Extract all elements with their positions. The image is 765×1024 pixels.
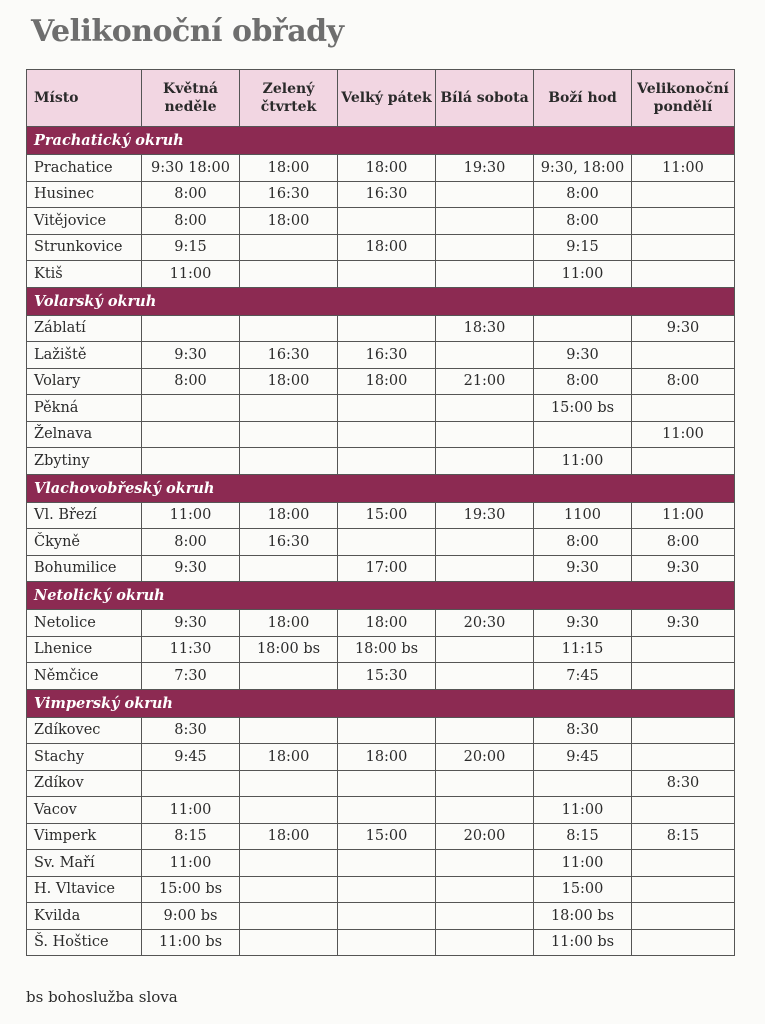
table-row: [27, 636, 735, 663]
time-cell: [436, 797, 534, 824]
time-cell: 9:30: [142, 342, 240, 369]
table-row: [27, 261, 735, 288]
place-name-cell: H. Vltavice: [27, 876, 142, 903]
time-cell: [142, 421, 240, 448]
time-cell: [240, 555, 338, 582]
table-row: [27, 823, 735, 850]
place-name-cell: Vimperk: [27, 823, 142, 850]
table-row: [27, 929, 735, 956]
time-cell: [436, 663, 534, 690]
column-header-easter-sunday: Boží hod: [534, 70, 632, 127]
time-cell: 11:30: [142, 636, 240, 663]
time-cell: 20:00: [436, 744, 534, 771]
table-row: [27, 876, 735, 903]
time-cell: 8:00: [534, 181, 632, 208]
time-cell: [534, 315, 632, 342]
time-cell: [632, 181, 735, 208]
time-cell: 18:00: [338, 744, 436, 771]
time-cell: 11:00: [534, 261, 632, 288]
time-cell: 8:00: [632, 368, 735, 395]
table-row: [27, 610, 735, 637]
time-cell: [142, 770, 240, 797]
time-cell: [632, 929, 735, 956]
time-cell: 11:00: [632, 421, 735, 448]
time-cell: [436, 261, 534, 288]
time-cell: 11:00: [142, 850, 240, 877]
time-cell: [632, 717, 735, 744]
time-cell: [632, 744, 735, 771]
table-row: [27, 208, 735, 235]
time-cell: [338, 717, 436, 744]
section-title: Prachatický okruh: [27, 127, 735, 155]
time-cell: 18:00 bs: [240, 636, 338, 663]
place-name-cell: Volary: [27, 368, 142, 395]
time-cell: [338, 797, 436, 824]
time-cell: [240, 717, 338, 744]
place-name-cell: Čkyně: [27, 529, 142, 556]
time-cell: [436, 929, 534, 956]
time-cell: 11:00: [632, 502, 735, 529]
time-cell: 18:00: [338, 155, 436, 182]
time-cell: 8:00: [142, 208, 240, 235]
time-cell: [240, 770, 338, 797]
time-cell: [436, 421, 534, 448]
time-cell: 9:00 bs: [142, 903, 240, 930]
time-cell: 11:00: [534, 850, 632, 877]
time-cell: 9:30: [534, 555, 632, 582]
time-cell: 18:00 bs: [338, 636, 436, 663]
time-cell: [632, 903, 735, 930]
time-cell: [240, 315, 338, 342]
time-cell: 16:30: [338, 181, 436, 208]
time-cell: 15:00 bs: [142, 876, 240, 903]
time-cell: 9:30: [142, 610, 240, 637]
table-row: [27, 744, 735, 771]
time-cell: 18:00: [240, 208, 338, 235]
place-name-cell: Pěkná: [27, 395, 142, 422]
table-row: [27, 770, 735, 797]
time-cell: [436, 770, 534, 797]
time-cell: 16:30: [240, 529, 338, 556]
time-cell: [632, 663, 735, 690]
time-cell: 8:15: [534, 823, 632, 850]
time-cell: [436, 850, 534, 877]
time-cell: [436, 448, 534, 475]
place-name-cell: Vacov: [27, 797, 142, 824]
time-cell: 15:00: [534, 876, 632, 903]
time-cell: [436, 876, 534, 903]
time-cell: 16:30: [240, 181, 338, 208]
time-cell: 20:30: [436, 610, 534, 637]
time-cell: 11:00: [142, 797, 240, 824]
time-cell: [436, 529, 534, 556]
time-cell: [338, 929, 436, 956]
time-cell: [534, 770, 632, 797]
time-cell: [142, 395, 240, 422]
table-row: [27, 234, 735, 261]
time-cell: [338, 208, 436, 235]
place-name-cell: Zdíkov: [27, 770, 142, 797]
table-row: [27, 663, 735, 690]
time-cell: [632, 448, 735, 475]
time-cell: [240, 234, 338, 261]
time-cell: 11:00: [142, 261, 240, 288]
section-header-row: [27, 474, 735, 502]
section-header-row: [27, 127, 735, 155]
place-name-cell: Němčice: [27, 663, 142, 690]
time-cell: 1100: [534, 502, 632, 529]
column-header-easter-monday: Velikonoční pondělí: [632, 70, 735, 127]
time-cell: [632, 876, 735, 903]
time-cell: 9:30, 18:00: [534, 155, 632, 182]
section-header-row: [27, 582, 735, 610]
time-cell: 8:00: [142, 181, 240, 208]
time-cell: [240, 876, 338, 903]
time-cell: 8:30: [142, 717, 240, 744]
time-cell: 18:00: [338, 234, 436, 261]
time-cell: [338, 850, 436, 877]
time-cell: [338, 903, 436, 930]
time-cell: 8:00: [534, 529, 632, 556]
place-name-cell: Zbytiny: [27, 448, 142, 475]
place-name-cell: Lhenice: [27, 636, 142, 663]
page-title: Velikonoční obřady: [31, 14, 344, 49]
section-header-row: [27, 287, 735, 315]
place-name-cell: Ktiš: [27, 261, 142, 288]
table-row: [27, 555, 735, 582]
time-cell: [632, 261, 735, 288]
column-header-place: Místo: [27, 70, 142, 127]
time-cell: [142, 315, 240, 342]
time-cell: [436, 636, 534, 663]
time-cell: [240, 421, 338, 448]
time-cell: [240, 261, 338, 288]
time-cell: 8:30: [534, 717, 632, 744]
footnote: bs bohoslužba slova: [26, 988, 178, 1006]
section-title: Netolický okruh: [27, 582, 735, 610]
table-row: [27, 529, 735, 556]
time-cell: 15:00: [338, 823, 436, 850]
time-cell: 15:30: [338, 663, 436, 690]
table-row: [27, 502, 735, 529]
time-cell: 15:00 bs: [534, 395, 632, 422]
time-cell: 18:00: [338, 368, 436, 395]
time-cell: [632, 797, 735, 824]
place-name-cell: Vl. Březí: [27, 502, 142, 529]
place-name-cell: Strunkovice: [27, 234, 142, 261]
header-row: [27, 70, 735, 127]
place-name-cell: Želnava: [27, 421, 142, 448]
place-name-cell: Záblatí: [27, 315, 142, 342]
time-cell: [142, 448, 240, 475]
place-name-cell: Kvilda: [27, 903, 142, 930]
time-cell: 9:30: [632, 610, 735, 637]
time-cell: 18:00: [338, 610, 436, 637]
place-name-cell: Prachatice: [27, 155, 142, 182]
column-header-holy-saturday: Bílá sobota: [436, 70, 534, 127]
table-row: [27, 395, 735, 422]
time-cell: 16:30: [240, 342, 338, 369]
time-cell: [338, 395, 436, 422]
table-row: [27, 368, 735, 395]
time-cell: 7:45: [534, 663, 632, 690]
time-cell: [632, 850, 735, 877]
column-header-palm-sunday: Květná neděle: [142, 70, 240, 127]
table-row: [27, 850, 735, 877]
place-name-cell: Š. Hoštice: [27, 929, 142, 956]
time-cell: [338, 770, 436, 797]
time-cell: [436, 208, 534, 235]
section-title: Volarský okruh: [27, 287, 735, 315]
time-cell: 15:00: [338, 502, 436, 529]
place-name-cell: Lažiště: [27, 342, 142, 369]
time-cell: 11:00 bs: [534, 929, 632, 956]
time-cell: 9:30: [632, 555, 735, 582]
time-cell: 20:00: [436, 823, 534, 850]
place-name-cell: Bohumilice: [27, 555, 142, 582]
time-cell: [632, 208, 735, 235]
time-cell: 8:00: [632, 529, 735, 556]
time-cell: [436, 342, 534, 369]
time-cell: 8:15: [142, 823, 240, 850]
time-cell: [436, 395, 534, 422]
place-name-cell: Vitějovice: [27, 208, 142, 235]
time-cell: 11:00: [534, 797, 632, 824]
time-cell: [240, 903, 338, 930]
place-name-cell: Sv. Maří: [27, 850, 142, 877]
time-cell: 9:45: [534, 744, 632, 771]
time-cell: 18:00: [240, 744, 338, 771]
time-cell: 7:30: [142, 663, 240, 690]
time-cell: [436, 903, 534, 930]
column-header-good-friday: Velký pátek: [338, 70, 436, 127]
time-cell: [534, 421, 632, 448]
time-cell: 11:00: [142, 502, 240, 529]
column-header-maundy-thursday: Zelený čtvrtek: [240, 70, 338, 127]
table-row: [27, 342, 735, 369]
time-cell: 18:00: [240, 368, 338, 395]
table-row: [27, 155, 735, 182]
time-cell: 19:30: [436, 155, 534, 182]
section-title: Vlachovobřeský okruh: [27, 474, 735, 502]
time-cell: 11:00: [534, 448, 632, 475]
time-cell: 19:30: [436, 502, 534, 529]
schedule-table: [26, 69, 735, 956]
time-cell: 16:30: [338, 342, 436, 369]
place-name-cell: Husinec: [27, 181, 142, 208]
time-cell: [436, 555, 534, 582]
time-cell: 9:45: [142, 744, 240, 771]
place-name-cell: Zdíkovec: [27, 717, 142, 744]
time-cell: 8:00: [534, 368, 632, 395]
time-cell: 18:30: [436, 315, 534, 342]
time-cell: 11:15: [534, 636, 632, 663]
time-cell: [338, 448, 436, 475]
table-row: [27, 903, 735, 930]
table-row: [27, 448, 735, 475]
time-cell: 8:00: [534, 208, 632, 235]
time-cell: [632, 636, 735, 663]
time-cell: [338, 529, 436, 556]
time-cell: 9:30: [534, 342, 632, 369]
time-cell: [436, 234, 534, 261]
time-cell: [338, 261, 436, 288]
place-name-cell: Stachy: [27, 744, 142, 771]
table-row: [27, 315, 735, 342]
time-cell: 18:00 bs: [534, 903, 632, 930]
time-cell: 8:00: [142, 529, 240, 556]
time-cell: 18:00: [240, 502, 338, 529]
time-cell: 18:00: [240, 610, 338, 637]
section-title: Vimperský okruh: [27, 689, 735, 717]
time-cell: [338, 421, 436, 448]
time-cell: 8:00: [142, 368, 240, 395]
time-cell: 8:30: [632, 770, 735, 797]
time-cell: [436, 181, 534, 208]
time-cell: [338, 876, 436, 903]
time-cell: 11:00 bs: [142, 929, 240, 956]
table-row: [27, 717, 735, 744]
time-cell: 9:30: [632, 315, 735, 342]
time-cell: 18:00: [240, 823, 338, 850]
time-cell: [632, 342, 735, 369]
time-cell: [240, 663, 338, 690]
table-row: [27, 421, 735, 448]
time-cell: [240, 395, 338, 422]
time-cell: 8:15: [632, 823, 735, 850]
time-cell: [338, 315, 436, 342]
time-cell: [632, 234, 735, 261]
time-cell: [240, 850, 338, 877]
time-cell: 9:30: [534, 610, 632, 637]
time-cell: 21:00: [436, 368, 534, 395]
section-header-row: [27, 689, 735, 717]
time-cell: [240, 929, 338, 956]
time-cell: [436, 717, 534, 744]
time-cell: [240, 448, 338, 475]
time-cell: 11:00: [632, 155, 735, 182]
place-name-cell: Netolice: [27, 610, 142, 637]
time-cell: 17:00: [338, 555, 436, 582]
time-cell: 9:15: [534, 234, 632, 261]
time-cell: 9:15: [142, 234, 240, 261]
table-row: [27, 797, 735, 824]
time-cell: 18:00: [240, 155, 338, 182]
time-cell: 9:30: [142, 555, 240, 582]
time-cell: 9:30 18:00: [142, 155, 240, 182]
time-cell: [632, 395, 735, 422]
time-cell: [240, 797, 338, 824]
table-row: [27, 181, 735, 208]
